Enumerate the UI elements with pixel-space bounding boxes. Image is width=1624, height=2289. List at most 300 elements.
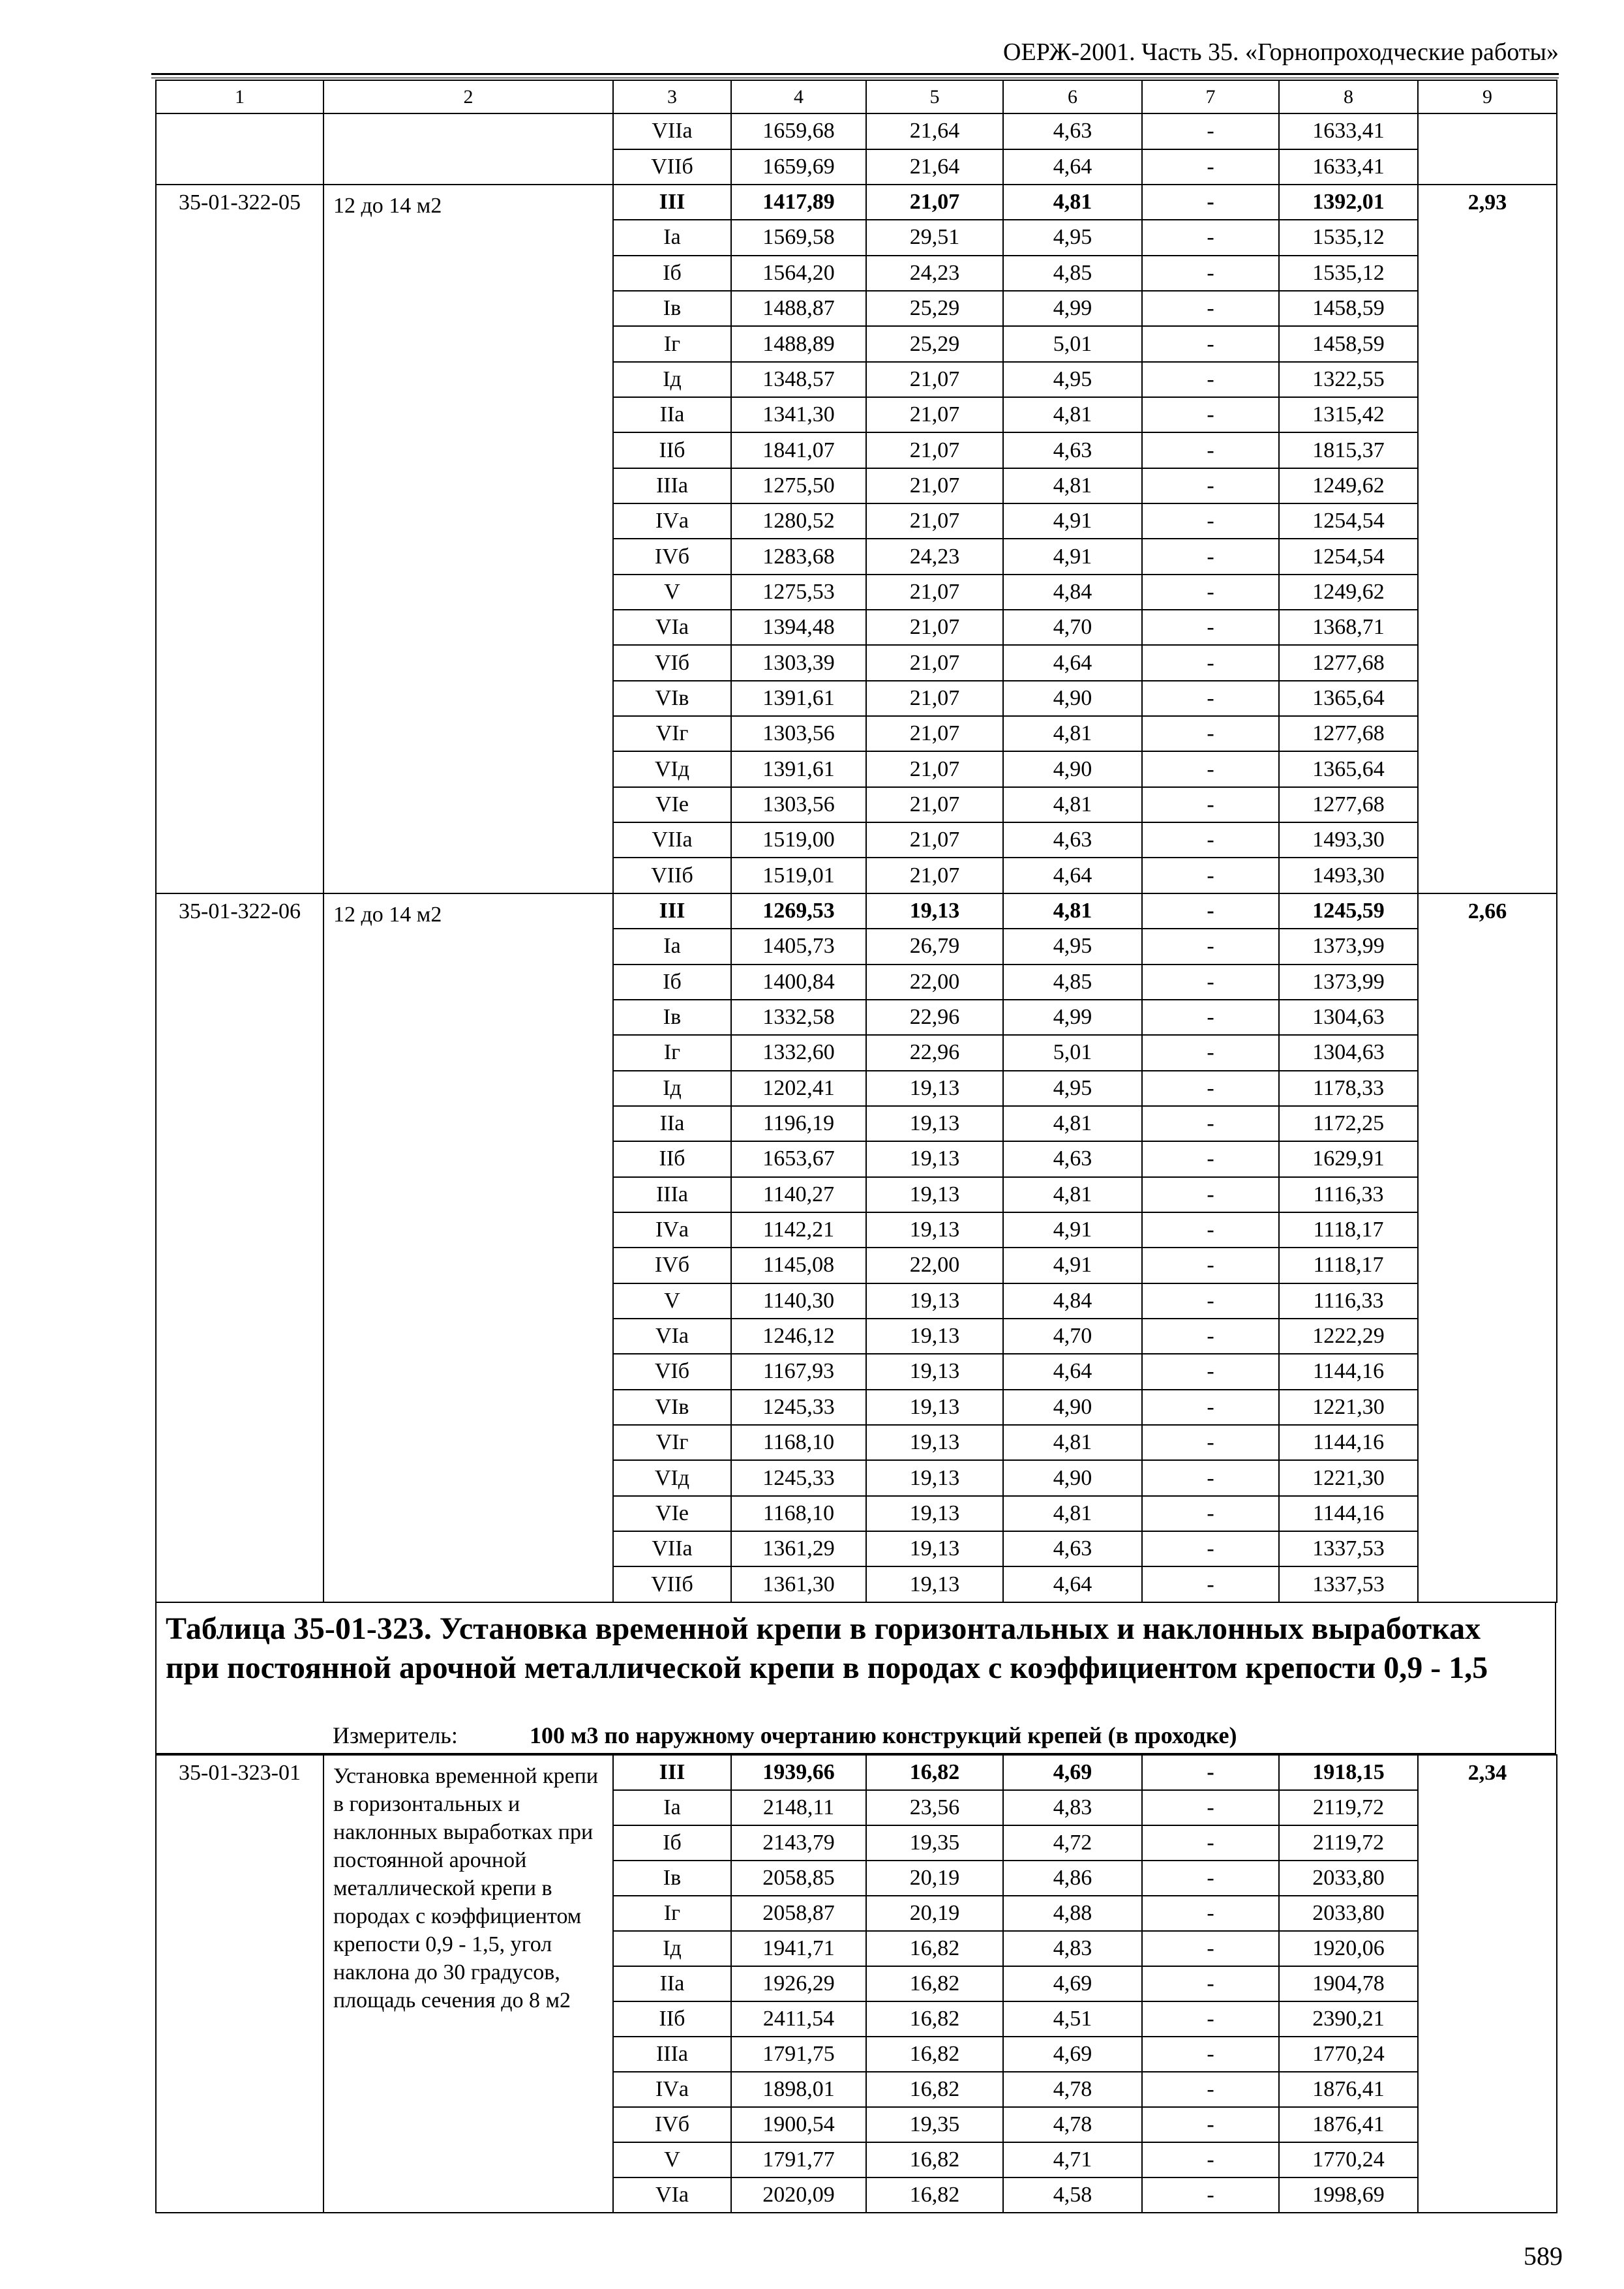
materials-cell: 1904,78 xyxy=(1279,1966,1418,2001)
column-number: 2 xyxy=(323,80,613,113)
driver-cell: - xyxy=(1142,539,1279,574)
total-cost-cell: 1332,60 xyxy=(731,1035,866,1070)
zone-cell: IIа xyxy=(613,1106,731,1141)
materials-cell: 1178,33 xyxy=(1279,1071,1418,1106)
labor-cost-cell: 21,07 xyxy=(866,858,1003,893)
column-number-row xyxy=(156,80,1557,113)
materials-cell: 1998,69 xyxy=(1279,2177,1418,2213)
labor-cost-cell: 19,13 xyxy=(866,1425,1003,1460)
zone-cell: Iб xyxy=(613,256,731,291)
driver-cell: - xyxy=(1142,2037,1279,2072)
zone-cell: Iд xyxy=(613,1071,731,1106)
labor-cost-cell: 21,07 xyxy=(866,751,1003,786)
total-cost-cell: 2148,11 xyxy=(731,1790,866,1825)
machine-cost-cell: 4,69 xyxy=(1003,2037,1142,2072)
machine-cost-cell: 4,63 xyxy=(1003,432,1142,468)
total-cost-cell: 1519,00 xyxy=(731,822,866,858)
labor-cost-cell: 19,13 xyxy=(866,1496,1003,1531)
materials-cell: 1116,33 xyxy=(1279,1283,1418,1319)
materials-cell: 1337,53 xyxy=(1279,1566,1418,1602)
materials-cell: 1337,53 xyxy=(1279,1531,1418,1566)
total-cost-cell: 1926,29 xyxy=(731,1966,866,2001)
zone-cell: VIв xyxy=(613,681,731,716)
labor-cost-cell: 16,82 xyxy=(866,2037,1003,2072)
driver-cell: - xyxy=(1142,1035,1279,1070)
zone-cell: Iа xyxy=(613,220,731,255)
total-cost-cell: 1348,57 xyxy=(731,362,866,397)
labor-cost-cell: 22,96 xyxy=(866,1035,1003,1070)
driver-cell: - xyxy=(1142,1141,1279,1176)
total-cost-cell: 2143,79 xyxy=(731,1825,866,1861)
zone-cell: III xyxy=(613,1755,731,1790)
materials-cell: 1254,54 xyxy=(1279,503,1418,539)
driver-cell: - xyxy=(1142,291,1279,326)
total-cost-cell: 1791,75 xyxy=(731,2037,866,2072)
driver-cell: - xyxy=(1142,575,1279,610)
total-cost-cell: 1168,10 xyxy=(731,1496,866,1531)
zone-cell: IVб xyxy=(613,2107,731,2142)
machine-cost-cell: 4,81 xyxy=(1003,1106,1142,1141)
driver-cell: - xyxy=(1142,2001,1279,2037)
labor-cost-cell: 19,13 xyxy=(866,1390,1003,1425)
total-cost-cell: 1653,67 xyxy=(731,1141,866,1176)
labor-cost-cell: 19,13 xyxy=(866,1354,1003,1389)
machine-cost-cell: 4,91 xyxy=(1003,503,1142,539)
machine-cost-cell: 4,90 xyxy=(1003,681,1142,716)
machine-cost-cell: 4,51 xyxy=(1003,2001,1142,2037)
zone-cell: VIг xyxy=(613,1425,731,1460)
labor-cost-cell: 16,82 xyxy=(866,1966,1003,2001)
driver-cell: - xyxy=(1142,503,1279,539)
driver-cell: - xyxy=(1142,1825,1279,1861)
materials-cell: 1144,16 xyxy=(1279,1354,1418,1389)
machine-cost-cell: 4,85 xyxy=(1003,965,1142,1000)
labor-cost-cell: 19,13 xyxy=(866,1460,1003,1495)
column-number: 8 xyxy=(1279,80,1418,113)
driver-cell: - xyxy=(1142,2072,1279,2107)
machine-cost-cell: 4,81 xyxy=(1003,468,1142,503)
meter-value: 100 м3 по наружному очертанию конструкций крепей (в проходке) xyxy=(530,1722,1237,1748)
materials-cell: 1876,41 xyxy=(1279,2107,1418,2142)
materials-cell: 2390,21 xyxy=(1279,2001,1418,2037)
materials-cell: 2033,80 xyxy=(1279,1896,1418,1931)
zone-cell: VIIб xyxy=(613,858,731,893)
total-cost-cell: 1394,48 xyxy=(731,610,866,645)
labor-cost-cell: 19,13 xyxy=(866,1106,1003,1141)
table-row xyxy=(156,185,1557,220)
total-cost-cell: 1400,84 xyxy=(731,965,866,1000)
machine-cost-cell: 4,81 xyxy=(1003,1425,1142,1460)
machine-cost-cell: 4,81 xyxy=(1003,716,1142,751)
materials-cell: 1304,63 xyxy=(1279,1035,1418,1070)
total-cost-cell: 1391,61 xyxy=(731,681,866,716)
machine-cost-cell: 4,69 xyxy=(1003,1755,1142,1790)
driver-cell: - xyxy=(1142,929,1279,964)
zone-cell: Iг xyxy=(613,1035,731,1070)
driver-cell: - xyxy=(1142,1755,1279,1790)
materials-cell: 1277,68 xyxy=(1279,645,1418,680)
machine-cost-cell: 4,64 xyxy=(1003,645,1142,680)
name-cell xyxy=(323,113,613,185)
machine-cost-cell: 4,81 xyxy=(1003,185,1142,220)
machine-cost-cell: 4,90 xyxy=(1003,1390,1142,1425)
driver-cell: - xyxy=(1142,1354,1279,1389)
machine-cost-cell: 4,78 xyxy=(1003,2107,1142,2142)
table-row xyxy=(156,1755,1557,1790)
materials-cell: 1221,30 xyxy=(1279,1460,1418,1495)
labor-cost-cell: 24,23 xyxy=(866,539,1003,574)
driver-cell: - xyxy=(1142,1283,1279,1319)
zone-cell: Iа xyxy=(613,929,731,964)
zone-cell: VIб xyxy=(613,1354,731,1389)
driver-cell: - xyxy=(1142,965,1279,1000)
driver-cell: - xyxy=(1142,1177,1279,1212)
machine-cost-cell: 4,91 xyxy=(1003,1212,1142,1248)
materials-cell: 1277,68 xyxy=(1279,716,1418,751)
labor-cost-cell: 23,56 xyxy=(866,1790,1003,1825)
driver-cell: - xyxy=(1142,1390,1279,1425)
zone-cell: IIб xyxy=(613,1141,731,1176)
materials-cell: 1144,16 xyxy=(1279,1496,1418,1531)
machine-cost-cell: 4,58 xyxy=(1003,2177,1142,2213)
total-cost-cell: 1202,41 xyxy=(731,1071,866,1106)
machine-cost-cell: 4,83 xyxy=(1003,1790,1142,1825)
driver-cell: - xyxy=(1142,1212,1279,1248)
materials-cell: 1249,62 xyxy=(1279,575,1418,610)
zone-cell: VIIа xyxy=(613,113,731,149)
zone-cell: Iг xyxy=(613,326,731,361)
materials-cell: 1493,30 xyxy=(1279,822,1418,858)
materials-cell: 1118,17 xyxy=(1279,1248,1418,1283)
machine-cost-cell: 4,83 xyxy=(1003,1931,1142,1966)
driver-cell: - xyxy=(1142,362,1279,397)
zone-cell: VIа xyxy=(613,2177,731,2213)
driver-cell: - xyxy=(1142,1790,1279,1825)
labor-cost-cell: 22,00 xyxy=(866,965,1003,1000)
labor-cost-cell: 26,79 xyxy=(866,929,1003,964)
zone-cell: VIб xyxy=(613,645,731,680)
total-cost-cell: 2058,87 xyxy=(731,1896,866,1931)
materials-cell: 1365,64 xyxy=(1279,751,1418,786)
name-cell: Установка временной крепи в горизонтальных и наклонных выработках при постоянной арочной металлической крепи в породах с коэффициентом крепости 0,9 - 1,5, угол наклона до 30 градусов, площадь сечения до 8 м2 xyxy=(323,1755,613,2213)
coef-cell xyxy=(1418,113,1557,185)
code-cell: 35-01-322-06 xyxy=(156,893,323,1602)
zone-cell: IVа xyxy=(613,2072,731,2107)
machine-cost-cell: 4,64 xyxy=(1003,1566,1142,1602)
total-cost-cell: 1519,01 xyxy=(731,858,866,893)
code-cell: 35-01-322-05 xyxy=(156,185,323,893)
driver-cell: - xyxy=(1142,1861,1279,1896)
machine-cost-cell: 4,91 xyxy=(1003,1248,1142,1283)
total-cost-cell: 1569,58 xyxy=(731,220,866,255)
driver-cell: - xyxy=(1142,220,1279,255)
total-cost-cell: 1303,39 xyxy=(731,645,866,680)
zone-cell: Iв xyxy=(613,291,731,326)
driver-cell: - xyxy=(1142,1931,1279,1966)
total-cost-cell: 1196,19 xyxy=(731,1106,866,1141)
labor-cost-cell: 21,07 xyxy=(866,362,1003,397)
machine-cost-cell: 4,64 xyxy=(1003,1354,1142,1389)
column-number: 9 xyxy=(1418,80,1557,113)
zone-cell: IIб xyxy=(613,2001,731,2037)
machine-cost-cell: 4,95 xyxy=(1003,929,1142,964)
driver-cell: - xyxy=(1142,1248,1279,1283)
machine-cost-cell: 4,81 xyxy=(1003,1177,1142,1212)
driver-cell: - xyxy=(1142,1896,1279,1931)
table-323-header xyxy=(155,1603,1556,1754)
column-number: 5 xyxy=(866,80,1003,113)
materials-cell: 1535,12 xyxy=(1279,220,1418,255)
zone-cell: IVб xyxy=(613,1248,731,1283)
zone-cell: VIе xyxy=(613,787,731,822)
zone-cell: IVа xyxy=(613,503,731,539)
materials-cell: 1322,55 xyxy=(1279,362,1418,397)
total-cost-cell: 1332,58 xyxy=(731,1000,866,1035)
labor-cost-cell: 16,82 xyxy=(866,2072,1003,2107)
materials-cell: 1770,24 xyxy=(1279,2037,1418,2072)
machine-cost-cell: 4,86 xyxy=(1003,1861,1142,1896)
labor-cost-cell: 21,07 xyxy=(866,432,1003,468)
machine-cost-cell: 4,81 xyxy=(1003,397,1142,432)
labor-cost-cell: 19,13 xyxy=(866,893,1003,929)
machine-cost-cell: 4,84 xyxy=(1003,575,1142,610)
zone-cell: Iд xyxy=(613,1931,731,1966)
labor-cost-cell: 19,13 xyxy=(866,1141,1003,1176)
zone-cell: Iб xyxy=(613,965,731,1000)
zone-cell: VIIб xyxy=(613,149,731,185)
materials-cell: 1249,62 xyxy=(1279,468,1418,503)
machine-cost-cell: 4,71 xyxy=(1003,2142,1142,2177)
labor-cost-cell: 21,07 xyxy=(866,185,1003,220)
total-cost-cell: 1140,27 xyxy=(731,1177,866,1212)
page-number: 589 xyxy=(1524,2241,1563,2271)
driver-cell: - xyxy=(1142,1425,1279,1460)
labor-cost-cell: 16,82 xyxy=(866,2001,1003,2037)
meter-label: Измеритель: xyxy=(333,1722,458,1748)
zone-cell: Iв xyxy=(613,1000,731,1035)
labor-cost-cell: 19,13 xyxy=(866,1566,1003,1602)
machine-cost-cell: 5,01 xyxy=(1003,1035,1142,1070)
total-cost-cell: 1245,33 xyxy=(731,1460,866,1495)
driver-cell: - xyxy=(1142,716,1279,751)
machine-cost-cell: 4,64 xyxy=(1003,149,1142,185)
driver-cell: - xyxy=(1142,751,1279,786)
labor-cost-cell: 21,07 xyxy=(866,468,1003,503)
machine-cost-cell: 4,81 xyxy=(1003,893,1142,929)
zone-cell: III xyxy=(613,185,731,220)
materials-cell: 1535,12 xyxy=(1279,256,1418,291)
zone-cell: VIг xyxy=(613,716,731,751)
total-cost-cell: 1142,21 xyxy=(731,1212,866,1248)
zone-cell: IIа xyxy=(613,1966,731,2001)
zone-cell: VIе xyxy=(613,1496,731,1531)
zone-cell: Iв xyxy=(613,1861,731,1896)
total-cost-cell: 1341,30 xyxy=(731,397,866,432)
materials-cell: 1116,33 xyxy=(1279,1177,1418,1212)
zone-cell: VIIб xyxy=(613,1566,731,1602)
zone-cell: VIа xyxy=(613,610,731,645)
machine-cost-cell: 4,81 xyxy=(1003,787,1142,822)
total-cost-cell: 2411,54 xyxy=(731,2001,866,2037)
coef-cell: 2,66 xyxy=(1418,893,1557,1602)
labor-cost-cell: 21,07 xyxy=(866,397,1003,432)
zone-cell: IIIа xyxy=(613,468,731,503)
total-cost-cell: 1488,89 xyxy=(731,326,866,361)
machine-cost-cell: 4,70 xyxy=(1003,610,1142,645)
driver-cell: - xyxy=(1142,610,1279,645)
labor-cost-cell: 24,23 xyxy=(866,256,1003,291)
labor-cost-cell: 21,07 xyxy=(866,645,1003,680)
materials-cell: 1918,15 xyxy=(1279,1755,1418,1790)
labor-cost-cell: 19,35 xyxy=(866,1825,1003,1861)
materials-cell: 1365,64 xyxy=(1279,681,1418,716)
labor-cost-cell: 16,82 xyxy=(866,2177,1003,2213)
labor-cost-cell: 21,07 xyxy=(866,610,1003,645)
zone-cell: VIд xyxy=(613,751,731,786)
machine-cost-cell: 4,64 xyxy=(1003,858,1142,893)
column-number: 4 xyxy=(731,80,866,113)
machine-cost-cell: 4,69 xyxy=(1003,1966,1142,2001)
machine-cost-cell: 4,88 xyxy=(1003,1896,1142,1931)
materials-cell: 1770,24 xyxy=(1279,2142,1418,2177)
zone-cell: V xyxy=(613,2142,731,2177)
coef-cell: 2,34 xyxy=(1418,1755,1557,2213)
machine-cost-cell: 4,85 xyxy=(1003,256,1142,291)
machine-cost-cell: 4,99 xyxy=(1003,291,1142,326)
driver-cell: - xyxy=(1142,1460,1279,1495)
zone-cell: VIIа xyxy=(613,1531,731,1566)
machine-cost-cell: 4,84 xyxy=(1003,1283,1142,1319)
total-cost-cell: 1283,68 xyxy=(731,539,866,574)
driver-cell: - xyxy=(1142,822,1279,858)
total-cost-cell: 1405,73 xyxy=(731,929,866,964)
machine-cost-cell: 4,90 xyxy=(1003,751,1142,786)
labor-cost-cell: 19,13 xyxy=(866,1531,1003,1566)
materials-cell: 1920,06 xyxy=(1279,1931,1418,1966)
labor-cost-cell: 25,29 xyxy=(866,326,1003,361)
materials-cell: 1368,71 xyxy=(1279,610,1418,645)
driver-cell: - xyxy=(1142,1531,1279,1566)
total-cost-cell: 1361,29 xyxy=(731,1531,866,1566)
total-cost-cell: 2020,09 xyxy=(731,2177,866,2213)
machine-cost-cell: 4,78 xyxy=(1003,2072,1142,2107)
materials-cell: 1373,99 xyxy=(1279,929,1418,964)
machine-cost-cell: 4,63 xyxy=(1003,1141,1142,1176)
driver-cell: - xyxy=(1142,149,1279,185)
total-cost-cell: 1269,53 xyxy=(731,893,866,929)
driver-cell: - xyxy=(1142,1000,1279,1035)
total-cost-cell: 1791,77 xyxy=(731,2142,866,2177)
labor-cost-cell: 21,07 xyxy=(866,681,1003,716)
labor-cost-cell: 16,82 xyxy=(866,1755,1003,1790)
coef-cell: 2,93 xyxy=(1418,185,1557,893)
materials-cell: 1815,37 xyxy=(1279,432,1418,468)
materials-cell: 1172,25 xyxy=(1279,1106,1418,1141)
materials-cell: 1245,59 xyxy=(1279,893,1418,929)
driver-cell: - xyxy=(1142,1496,1279,1531)
zone-cell: IIб xyxy=(613,432,731,468)
code-cell xyxy=(156,113,323,185)
labor-cost-cell: 22,00 xyxy=(866,1248,1003,1283)
driver-cell: - xyxy=(1142,113,1279,149)
total-cost-cell: 1488,87 xyxy=(731,291,866,326)
driver-cell: - xyxy=(1142,1319,1279,1354)
zone-cell: VIа xyxy=(613,1319,731,1354)
total-cost-cell: 1361,30 xyxy=(731,1566,866,1602)
machine-cost-cell: 4,63 xyxy=(1003,822,1142,858)
total-cost-cell: 1900,54 xyxy=(731,2107,866,2142)
driver-cell: - xyxy=(1142,397,1279,432)
labor-cost-cell: 22,96 xyxy=(866,1000,1003,1035)
total-cost-cell: 1246,12 xyxy=(731,1319,866,1354)
zone-cell: V xyxy=(613,575,731,610)
labor-cost-cell: 21,07 xyxy=(866,716,1003,751)
name-cell: 12 до 14 м2 xyxy=(323,185,613,893)
zone-cell: IIIа xyxy=(613,2037,731,2072)
labor-cost-cell: 21,07 xyxy=(866,787,1003,822)
machine-cost-cell: 4,70 xyxy=(1003,1319,1142,1354)
materials-cell: 1392,01 xyxy=(1279,185,1418,220)
total-cost-cell: 1303,56 xyxy=(731,716,866,751)
driver-cell: - xyxy=(1142,681,1279,716)
zone-cell: Iг xyxy=(613,1896,731,1931)
zone-cell: IIIа xyxy=(613,1177,731,1212)
code-cell: 35-01-323-01 xyxy=(156,1755,323,2213)
total-cost-cell: 1280,52 xyxy=(731,503,866,539)
name-cell: 12 до 14 м2 xyxy=(323,893,613,1602)
machine-cost-cell: 5,01 xyxy=(1003,326,1142,361)
machine-cost-cell: 4,63 xyxy=(1003,1531,1142,1566)
column-number: 6 xyxy=(1003,80,1142,113)
materials-cell: 2119,72 xyxy=(1279,1790,1418,1825)
labor-cost-cell: 25,29 xyxy=(866,291,1003,326)
labor-cost-cell: 29,51 xyxy=(866,220,1003,255)
driver-cell: - xyxy=(1142,432,1279,468)
materials-cell: 2033,80 xyxy=(1279,1861,1418,1896)
driver-cell: - xyxy=(1142,2177,1279,2213)
total-cost-cell: 1939,66 xyxy=(731,1755,866,1790)
total-cost-cell: 1140,30 xyxy=(731,1283,866,1319)
driver-cell: - xyxy=(1142,787,1279,822)
materials-cell: 1315,42 xyxy=(1279,397,1418,432)
total-cost-cell: 1303,56 xyxy=(731,787,866,822)
materials-cell: 1222,29 xyxy=(1279,1319,1418,1354)
total-cost-cell: 1941,71 xyxy=(731,1931,866,1966)
zone-cell: V xyxy=(613,1283,731,1319)
zone-cell: VIIа xyxy=(613,822,731,858)
column-number: 3 xyxy=(613,80,731,113)
driver-cell: - xyxy=(1142,2142,1279,2177)
materials-cell: 1221,30 xyxy=(1279,1390,1418,1425)
driver-cell: - xyxy=(1142,468,1279,503)
total-cost-cell: 1391,61 xyxy=(731,751,866,786)
column-number: 7 xyxy=(1142,80,1279,113)
labor-cost-cell: 21,64 xyxy=(866,149,1003,185)
driver-cell: - xyxy=(1142,858,1279,893)
driver-cell: - xyxy=(1142,1106,1279,1141)
rates-table-323 xyxy=(155,1754,1557,2213)
labor-cost-cell: 16,82 xyxy=(866,1931,1003,1966)
table-row xyxy=(156,893,1557,929)
labor-cost-cell: 21,07 xyxy=(866,575,1003,610)
zone-cell: Iд xyxy=(613,362,731,397)
materials-cell: 1144,16 xyxy=(1279,1425,1418,1460)
driver-cell: - xyxy=(1142,1566,1279,1602)
labor-cost-cell: 19,13 xyxy=(866,1283,1003,1319)
labor-cost-cell: 19,13 xyxy=(866,1177,1003,1212)
total-cost-cell: 1167,93 xyxy=(731,1354,866,1389)
labor-cost-cell: 19,13 xyxy=(866,1212,1003,1248)
